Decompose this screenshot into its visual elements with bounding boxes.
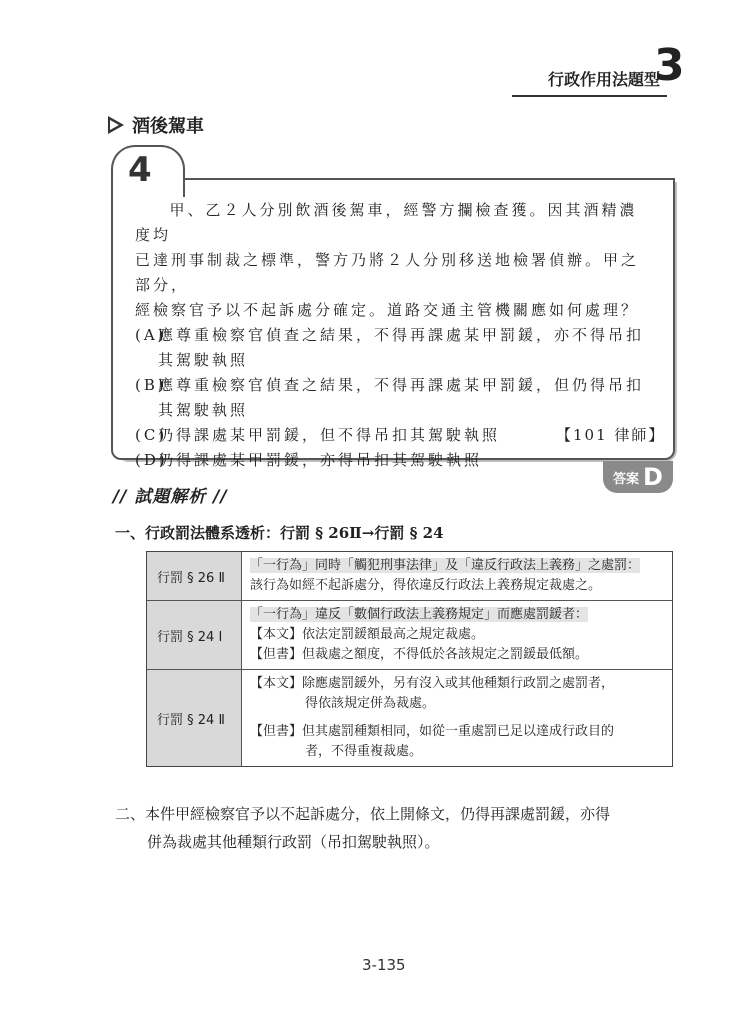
option-label: (C) [135, 426, 168, 444]
question-number: 4 [128, 150, 152, 190]
analysis-point-2 [115, 800, 675, 856]
content-line: 者，不得重複裁處。 [305, 744, 423, 759]
content-cell [242, 601, 672, 669]
table-row [147, 552, 672, 601]
content-line: 「一行為」同時「觸犯刑事法律」及「違反行政法上義務」之處罰： [250, 558, 641, 573]
page-number: 3-135 [362, 956, 406, 974]
option-text: 仍得課處某甲罰鍰，亦得吊扣其駕駛執照 [158, 451, 483, 469]
section-title: 酒後駕車 [132, 116, 204, 137]
content-line: 【本文】依法定罰鍰額最高之規定裁處。 [250, 627, 485, 642]
content-line: 「一行為」違反「數個行政法上義務規定」而應處罰鍰者： [250, 607, 589, 622]
content-line: 該行為如經不起訴處分，得依違反行政法上義務規定裁處之。 [250, 578, 602, 593]
law-table [146, 551, 673, 767]
option-label: (D) [135, 451, 168, 469]
question-stem-line: 經檢察官予以不起訴處分確定。道路交通主管機關應如何處理？ [135, 301, 640, 319]
question-source: 【101 律師】 [556, 426, 666, 444]
section-heading [108, 112, 204, 138]
option-text: 應尊重檢察官偵查之結果，不得再課處某甲罰鍰，但仍得吊扣其駕駛執照 [158, 376, 645, 419]
table-row [147, 601, 672, 670]
content-line: 得依該規定併為裁處。 [305, 696, 436, 711]
option-label: (A) [135, 326, 167, 344]
analysis-heading: // 試題解析 // [113, 487, 228, 507]
analysis-point-1: 一、行政罰法體系透析：行罰 § 26Ⅱ→行罰 § 24 [115, 524, 444, 542]
law-cell: 行罰 § 26 Ⅱ [147, 552, 242, 600]
answer-value: D [643, 463, 663, 491]
analysis-line: 併為裁處其他種類行政罰（吊扣駕駛執照）。 [147, 833, 440, 851]
option-label: (B) [135, 376, 167, 394]
content-line: 【但書】但裁處之額度，不得低於各該規定之罰鍰最低額。 [250, 647, 589, 662]
header-rule [512, 95, 667, 97]
option-b [135, 373, 655, 423]
law-cell: 行罰 § 24 Ⅰ [147, 601, 242, 669]
option-text: 仍得課處某甲罰鍰，但不得吊扣其駕駛執照 [158, 426, 501, 444]
table-row [147, 670, 672, 766]
option-a [135, 323, 655, 373]
chapter-number: 3 [654, 40, 685, 91]
option-text: 應尊重檢察官偵查之結果，不得再課處某甲罰鍰，亦不得吊扣其駕駛執照 [158, 326, 645, 369]
content-cell [242, 670, 672, 766]
content-cell [242, 552, 672, 600]
analysis-line: 二、本件甲經檢察官予以不起訴處分，依上開條文，仍得再課處罰鍰，亦得 [115, 805, 611, 823]
content-line: 【但書】但其處罰種類相同，如從一重處罰已足以達成行政目的 [250, 724, 615, 739]
triangle-icon [108, 116, 124, 134]
question-stem-line: 甲、乙２人分別飲酒後駕車，經警方攔檢查獲。因其酒精濃度均 [135, 201, 638, 244]
content-line: 【本文】除應處罰鍰外，另有沒入或其他種類行政罰之處罰者， [250, 676, 615, 691]
chapter-title: 行政作用法題型 [548, 70, 661, 89]
answer-label: 答案 [613, 471, 640, 487]
option-d [135, 448, 655, 473]
law-cell: 行罰 § 24 Ⅱ [147, 670, 242, 766]
question-stem-line: 已達刑事制裁之標準，警方乃將２人分別移送地檢署偵辦。甲之部分， [135, 251, 640, 294]
answer-badge [603, 461, 673, 493]
